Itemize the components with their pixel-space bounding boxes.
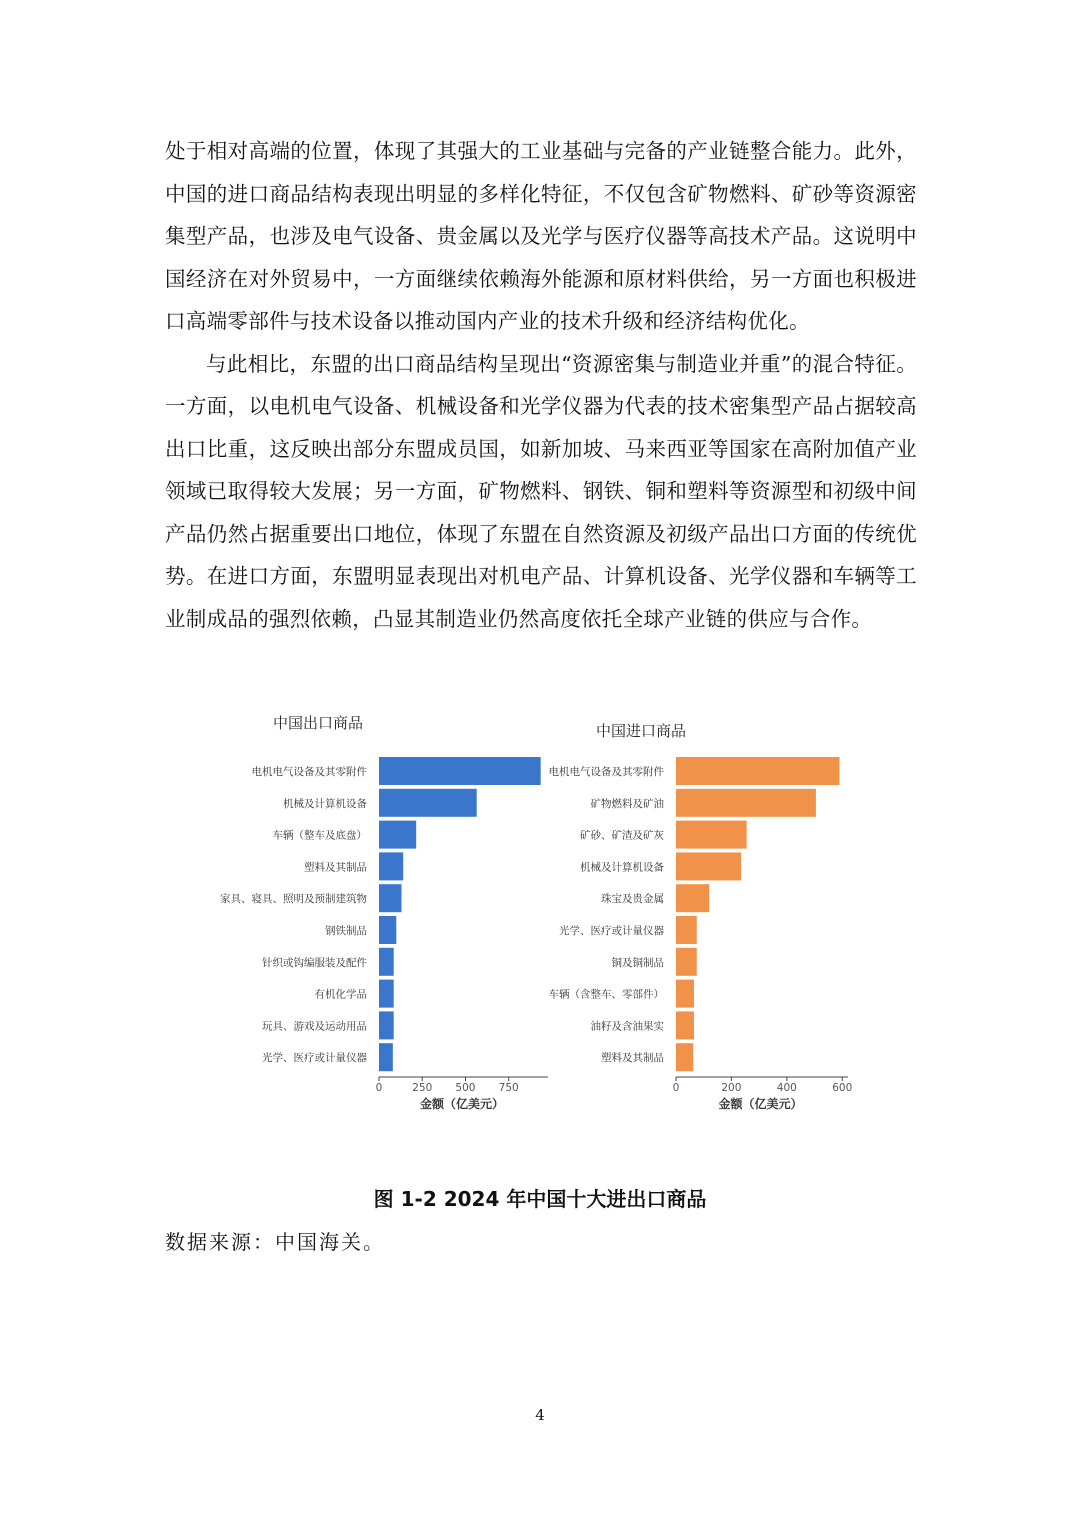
- chart-1-x-axis-label: 金额（亿美元）: [419, 1097, 505, 1111]
- chart-1-title: 中国出口商品: [273, 714, 364, 732]
- chart-2-category-label: 矿物燃料及矿油: [590, 797, 664, 810]
- chart-2-x-tick-label: 400: [776, 1082, 797, 1094]
- chart-1-bar: [379, 948, 394, 976]
- chart-2-bar: [676, 1011, 694, 1039]
- chart-1-bar: [379, 1043, 393, 1071]
- chart-2-title: 中国进口商品: [596, 722, 687, 740]
- chart-2-category-label: 珠宝及贵金属: [601, 893, 664, 906]
- chart-2-bar: [676, 980, 694, 1008]
- chart-1-bar: [379, 852, 403, 880]
- chart-1-bar: [379, 789, 477, 817]
- chart-1-category-label: 光学、医疗或计量仪器: [262, 1052, 367, 1065]
- chart-1-category-label: 有机化学品: [314, 988, 367, 1001]
- chart-1-category-label: 塑料及其制品: [304, 861, 367, 874]
- chart-2-bar: [676, 916, 697, 944]
- chart-2-category-label: 塑料及其制品: [601, 1052, 664, 1065]
- chart-1-bar: [379, 757, 541, 785]
- chart-2-bar: [676, 852, 741, 880]
- chart-2-bar: [676, 789, 816, 817]
- chart-1-x-tick-label: 0: [375, 1082, 383, 1094]
- chart-1-category-label: 车辆（整车及底盘）: [272, 829, 367, 842]
- chart-1-category-label: 玩具、游戏及运动用品: [262, 1020, 367, 1033]
- paragraph-2: 与此相比，东盟的出口商品结构呈现出“资源密集与制造业并重”的混合特征。一方面，以电机电气设备、机械设备和光学仪器为代表的技术密集型产品占据较高出口比重，这反映出部分东盟成员国，如新加坡、马来西亚等国家在高附加值产业领域已取得较大发展；另一方面，矿物燃料、钢铁、铜和塑料等资源型和初级中间产品仍然占据重要出口地位，体现了东盟在自然资源及初级产品出口方面的传统优势。在进口方面，东盟明显表现出对机电产品、计算机设备、光学仪器和车辆等工业制成品的强烈依赖，凸显其制造业仍然高度依托全球产业链的供应与合作。: [165, 351, 917, 631]
- chart-2-bar: [676, 948, 697, 976]
- data-source: 数据来源：中国海关。: [165, 1230, 385, 1254]
- chart-2-x-axis-label: 金额（亿美元）: [718, 1097, 803, 1111]
- chart-2-bar: [676, 821, 747, 849]
- chart-2-x-tick-label: 0: [672, 1082, 680, 1094]
- chart-2-bar: [676, 1043, 693, 1071]
- chart-2-x-tick-label: 200: [721, 1082, 742, 1094]
- chart-2-bar: [676, 757, 839, 785]
- chart-2-category-label: 车辆（含整车、零部件）: [548, 988, 664, 1001]
- chart-2-x-tick-label: 600: [832, 1082, 853, 1094]
- chart-1-x-tick-label: 250: [412, 1082, 433, 1094]
- chart-2-category-label: 机械及计算机设备: [580, 861, 664, 874]
- paragraph-1: 处于相对高端的位置，体现了其强大的工业基础与完备的产业链整合能力。此外，中国的进口商品结构表现出明显的多样化特征，不仅包含矿物燃料、矿砂等资源密集型产品，也涉及电气设备、贵金属以及光学与医疗仪器等高技术产品。这说明中国经济在对外贸易中，一方面继续依赖海外能源和原材料供给，另一方面也积极进口高端零部件与技术设备以推动国内产业的技术升级和经济结构优化。: [165, 139, 917, 333]
- chart-2-category-label: 矿砂、矿渣及矿灰: [580, 829, 664, 842]
- chart-1-category-label: 机械及计算机设备: [283, 797, 367, 810]
- chart-1-bar: [379, 916, 396, 944]
- chart-2-category-label: 铜及铜制品: [611, 956, 664, 969]
- chart-1-x-tick-label: 750: [498, 1082, 519, 1094]
- chart-1-category-label: 电机电气设备及其零附件: [251, 766, 367, 778]
- chart-1-bar: [379, 821, 416, 849]
- chart-1-category-label: 钢铁制品: [325, 925, 367, 937]
- chart-1-bar: [379, 980, 394, 1008]
- chart-1-category-label: 家具、寝具、照明及预制建筑物: [220, 893, 367, 906]
- chart-2-category-label: 光学、医疗或计量仪器: [559, 925, 664, 937]
- chart-1-bar: [379, 1011, 394, 1039]
- chart-2-category-label: 油籽及含油果实: [590, 1020, 664, 1033]
- figure-caption: 图 1-2 2024 年中国十大进出口商品: [373, 1187, 707, 1211]
- chart-2-bar: [676, 884, 709, 912]
- chart-1-category-label: 针织或钩编服装及配件: [262, 956, 367, 969]
- chart-1-x-tick-label: 500: [455, 1082, 476, 1094]
- page-number: 4: [535, 1406, 545, 1424]
- chart-1-bar: [379, 884, 401, 912]
- chart-2-category-label: 电机电气设备及其零附件: [548, 766, 664, 778]
